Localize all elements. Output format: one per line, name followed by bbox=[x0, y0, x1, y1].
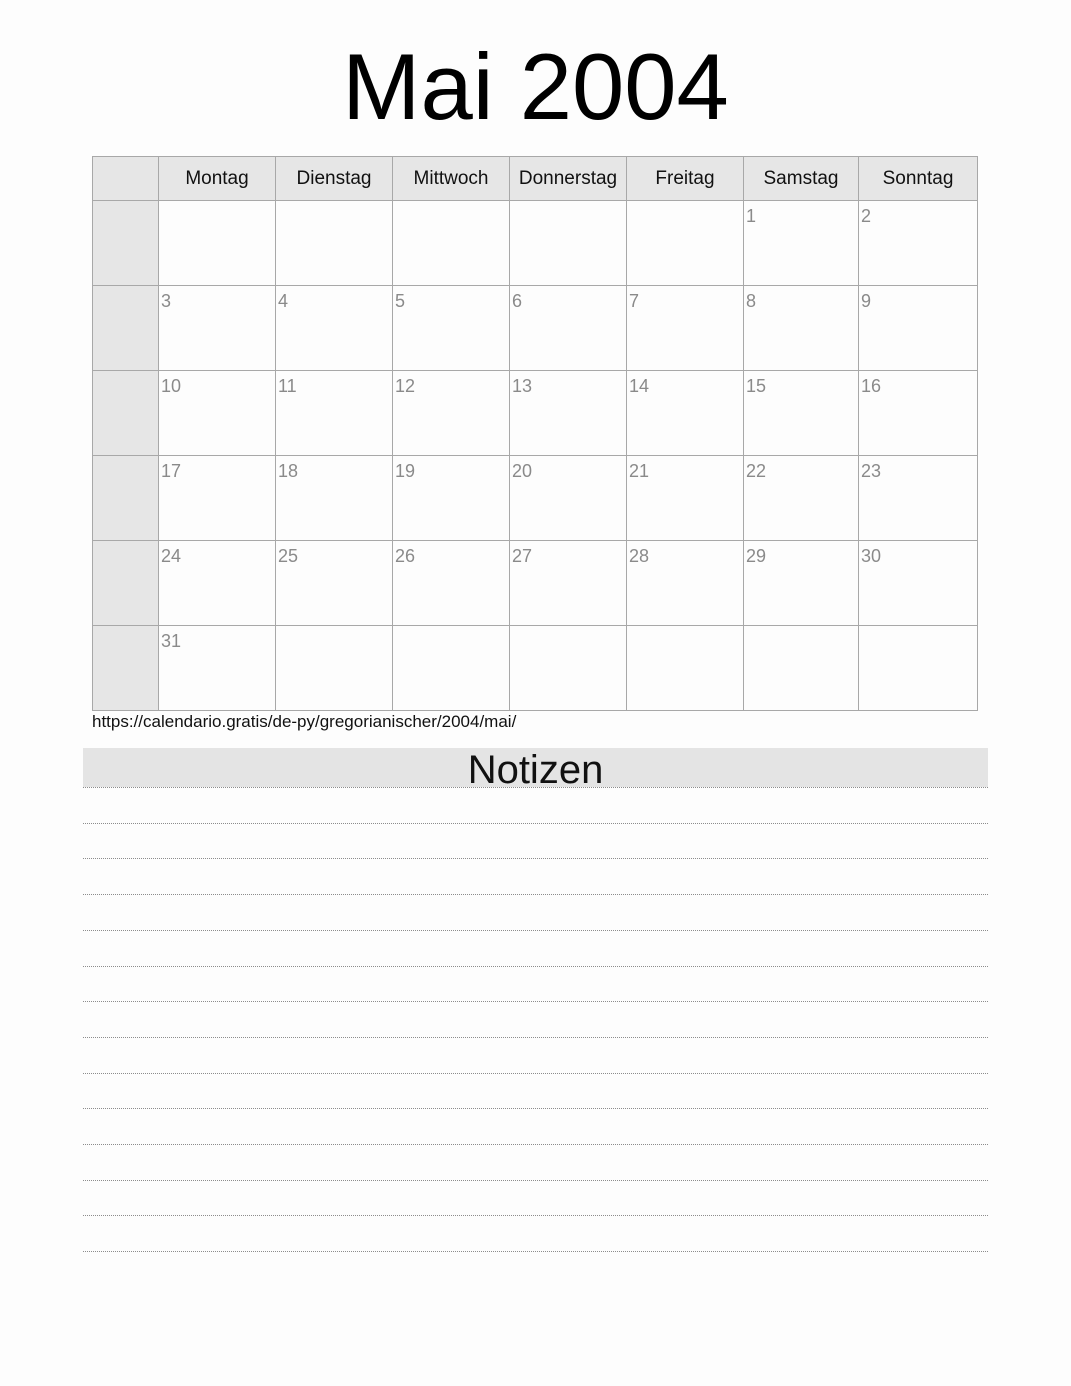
day-number: 1 bbox=[746, 206, 757, 226]
day-number: 8 bbox=[746, 291, 757, 311]
weekday-header: Montag bbox=[159, 157, 276, 201]
day-cell[interactable] bbox=[627, 456, 744, 541]
note-line[interactable] bbox=[83, 966, 988, 967]
day-cell[interactable] bbox=[510, 541, 627, 626]
day-cell[interactable] bbox=[276, 371, 393, 456]
day-number bbox=[393, 201, 509, 206]
day-number bbox=[510, 201, 626, 206]
day-cell[interactable] bbox=[744, 626, 859, 711]
note-line[interactable] bbox=[83, 823, 988, 824]
note-line[interactable] bbox=[83, 1073, 988, 1074]
day-number: 10 bbox=[161, 376, 182, 396]
day-cell[interactable] bbox=[744, 456, 859, 541]
day-cell[interactable] bbox=[159, 371, 276, 456]
day-number bbox=[276, 201, 392, 206]
day-cell[interactable] bbox=[859, 456, 978, 541]
day-number bbox=[393, 626, 509, 631]
day-cell[interactable] bbox=[627, 201, 744, 286]
day-number: 11 bbox=[278, 376, 297, 396]
week-number-cell bbox=[93, 541, 159, 626]
day-number: 9 bbox=[861, 291, 872, 311]
day-number: 21 bbox=[629, 461, 650, 481]
day-cell[interactable] bbox=[276, 626, 393, 711]
day-number: 16 bbox=[861, 376, 882, 396]
week-row bbox=[93, 456, 978, 541]
calendar-grid bbox=[92, 156, 978, 711]
day-number: 27 bbox=[512, 546, 533, 566]
day-cell[interactable] bbox=[276, 456, 393, 541]
day-cell[interactable] bbox=[393, 626, 510, 711]
day-cell[interactable] bbox=[859, 201, 978, 286]
day-number: 2 bbox=[861, 206, 872, 226]
week-number-cell bbox=[93, 371, 159, 456]
day-cell[interactable] bbox=[627, 371, 744, 456]
day-cell[interactable] bbox=[744, 286, 859, 371]
day-number: 29 bbox=[746, 546, 767, 566]
day-cell[interactable] bbox=[276, 201, 393, 286]
day-number: 19 bbox=[395, 461, 416, 481]
day-number: 31 bbox=[161, 631, 182, 651]
note-line[interactable] bbox=[83, 787, 988, 788]
day-cell[interactable] bbox=[510, 286, 627, 371]
day-cell[interactable] bbox=[627, 626, 744, 711]
note-line[interactable] bbox=[83, 1108, 988, 1109]
day-number: 20 bbox=[512, 461, 533, 481]
day-cell[interactable] bbox=[393, 201, 510, 286]
day-number: 5 bbox=[395, 291, 406, 311]
day-cell[interactable] bbox=[159, 456, 276, 541]
day-number: 13 bbox=[512, 376, 533, 396]
day-cell[interactable] bbox=[393, 541, 510, 626]
day-cell[interactable] bbox=[859, 626, 978, 711]
weekday-header: Donnerstag bbox=[510, 157, 627, 201]
day-number: 28 bbox=[629, 546, 650, 566]
day-cell[interactable] bbox=[159, 201, 276, 286]
day-cell[interactable] bbox=[744, 371, 859, 456]
day-number bbox=[159, 201, 275, 206]
day-cell[interactable] bbox=[510, 371, 627, 456]
day-cell[interactable] bbox=[159, 541, 276, 626]
note-line[interactable] bbox=[83, 1001, 988, 1002]
source-url: https://calendario.gratis/de-py/gregorianischer/2004/mai/ bbox=[92, 712, 517, 731]
week-row bbox=[93, 626, 978, 711]
note-line[interactable] bbox=[83, 930, 988, 931]
week-row bbox=[93, 286, 978, 371]
day-number: 18 bbox=[278, 461, 299, 481]
week-number-cell bbox=[93, 286, 159, 371]
day-cell[interactable] bbox=[393, 371, 510, 456]
day-number: 22 bbox=[746, 461, 767, 481]
day-cell[interactable] bbox=[744, 541, 859, 626]
day-cell[interactable] bbox=[859, 541, 978, 626]
week-number-cell bbox=[93, 456, 159, 541]
day-number bbox=[276, 626, 392, 631]
day-cell[interactable] bbox=[510, 201, 627, 286]
day-number: 15 bbox=[746, 376, 767, 396]
day-number: 4 bbox=[278, 291, 289, 311]
day-number bbox=[859, 626, 977, 631]
day-cell[interactable] bbox=[627, 541, 744, 626]
day-number: 6 bbox=[512, 291, 523, 311]
weekday-header: Sonntag bbox=[859, 157, 978, 201]
notes-heading: Notizen bbox=[467, 748, 604, 792]
day-number: 30 bbox=[861, 546, 882, 566]
day-number bbox=[627, 201, 743, 206]
note-line[interactable] bbox=[83, 1180, 988, 1181]
day-cell[interactable] bbox=[159, 286, 276, 371]
day-number: 24 bbox=[161, 546, 182, 566]
day-number: 7 bbox=[629, 291, 640, 311]
week-number-cell bbox=[93, 201, 159, 286]
day-number: 17 bbox=[161, 461, 182, 481]
day-number: 26 bbox=[395, 546, 416, 566]
day-number: 12 bbox=[395, 376, 416, 396]
note-line[interactable] bbox=[83, 1215, 988, 1216]
week-row bbox=[93, 371, 978, 456]
note-line[interactable] bbox=[83, 1037, 988, 1038]
weekday-header: Mittwoch bbox=[393, 157, 510, 201]
page-title: Mai 2004 bbox=[342, 34, 729, 139]
day-number bbox=[627, 626, 743, 631]
note-line[interactable] bbox=[83, 894, 988, 895]
week-row bbox=[93, 201, 978, 286]
week-number-cell bbox=[93, 626, 159, 711]
week-number-header bbox=[93, 157, 159, 201]
notes-heading-bar bbox=[83, 748, 988, 792]
day-number: 14 bbox=[629, 376, 650, 396]
day-cell[interactable] bbox=[159, 626, 276, 711]
weekday-header: Samstag bbox=[744, 157, 859, 201]
day-cell[interactable] bbox=[744, 201, 859, 286]
note-line[interactable] bbox=[83, 858, 988, 859]
day-cell[interactable] bbox=[276, 286, 393, 371]
day-cell[interactable] bbox=[859, 371, 978, 456]
day-number bbox=[744, 626, 858, 631]
day-number: 25 bbox=[278, 546, 299, 566]
day-number: 23 bbox=[861, 461, 882, 481]
weekday-header-row bbox=[93, 157, 978, 201]
note-line[interactable] bbox=[83, 1144, 988, 1145]
note-line[interactable] bbox=[83, 1251, 988, 1252]
day-cell[interactable] bbox=[859, 286, 978, 371]
day-cell[interactable] bbox=[393, 456, 510, 541]
day-number bbox=[510, 626, 626, 631]
day-cell[interactable] bbox=[510, 626, 627, 711]
weekday-header: Dienstag bbox=[276, 157, 393, 201]
weekday-header: Freitag bbox=[627, 157, 744, 201]
day-number: 3 bbox=[161, 291, 172, 311]
day-cell[interactable] bbox=[510, 456, 627, 541]
day-cell[interactable] bbox=[627, 286, 744, 371]
week-row bbox=[93, 541, 978, 626]
day-cell[interactable] bbox=[276, 541, 393, 626]
day-cell[interactable] bbox=[393, 286, 510, 371]
